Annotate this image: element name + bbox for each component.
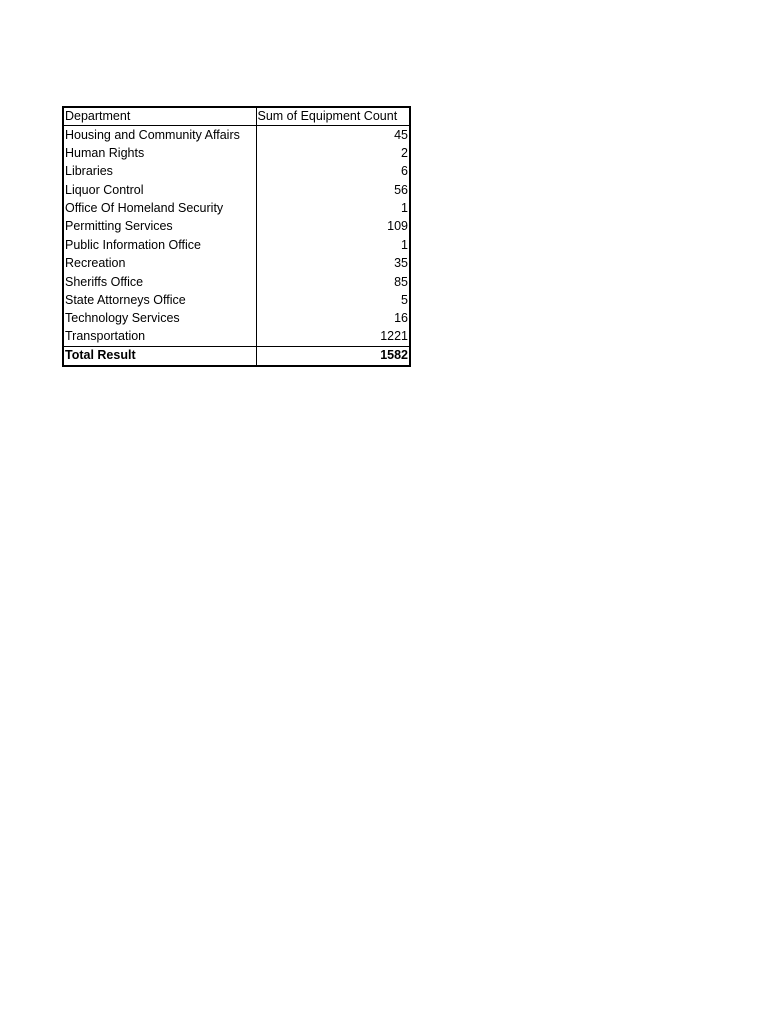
header-row bbox=[63, 107, 410, 126]
department-cell[interactable]: Housing and Community Affairs bbox=[63, 126, 256, 144]
department-cell[interactable]: Recreation bbox=[63, 255, 256, 273]
header-department[interactable]: Department bbox=[63, 107, 256, 126]
total-count[interactable]: 1582 bbox=[256, 347, 410, 366]
department-cell[interactable]: Permitting Services bbox=[63, 218, 256, 236]
department-cell[interactable]: Public Information Office bbox=[63, 236, 256, 254]
count-cell[interactable]: 16 bbox=[256, 310, 410, 328]
count-cell[interactable]: 85 bbox=[256, 273, 410, 291]
total-label[interactable]: Total Result bbox=[63, 347, 256, 366]
table-row bbox=[63, 328, 410, 346]
count-cell[interactable]: 6 bbox=[256, 163, 410, 181]
table-row bbox=[63, 126, 410, 144]
table-row bbox=[63, 218, 410, 236]
header-sum-equipment-count[interactable]: Sum of Equipment Count bbox=[256, 107, 410, 126]
table-row bbox=[63, 255, 410, 273]
department-cell[interactable]: Libraries bbox=[63, 163, 256, 181]
department-cell[interactable]: Technology Services bbox=[63, 310, 256, 328]
count-cell[interactable]: 1 bbox=[256, 236, 410, 254]
count-cell[interactable]: 45 bbox=[256, 126, 410, 144]
department-cell[interactable]: State Attorneys Office bbox=[63, 291, 256, 309]
table-row bbox=[63, 144, 410, 162]
total-row bbox=[63, 347, 410, 366]
department-cell[interactable]: Office Of Homeland Security bbox=[63, 199, 256, 217]
count-cell[interactable]: 109 bbox=[256, 218, 410, 236]
table-row bbox=[63, 310, 410, 328]
department-cell[interactable]: Liquor Control bbox=[63, 181, 256, 199]
count-cell[interactable]: 5 bbox=[256, 291, 410, 309]
count-cell[interactable]: 56 bbox=[256, 181, 410, 199]
department-cell[interactable]: Sheriffs Office bbox=[63, 273, 256, 291]
department-cell[interactable]: Human Rights bbox=[63, 144, 256, 162]
count-cell[interactable]: 2 bbox=[256, 144, 410, 162]
department-cell[interactable]: Transportation bbox=[63, 328, 256, 346]
table-row bbox=[63, 181, 410, 199]
table-row bbox=[63, 291, 410, 309]
table-row bbox=[63, 163, 410, 181]
count-cell[interactable]: 1 bbox=[256, 199, 410, 217]
count-cell[interactable]: 35 bbox=[256, 255, 410, 273]
table-row bbox=[63, 199, 410, 217]
pivot-table bbox=[62, 106, 411, 367]
table-row bbox=[63, 273, 410, 291]
table-row bbox=[63, 236, 410, 254]
count-cell[interactable]: 1221 bbox=[256, 328, 410, 346]
